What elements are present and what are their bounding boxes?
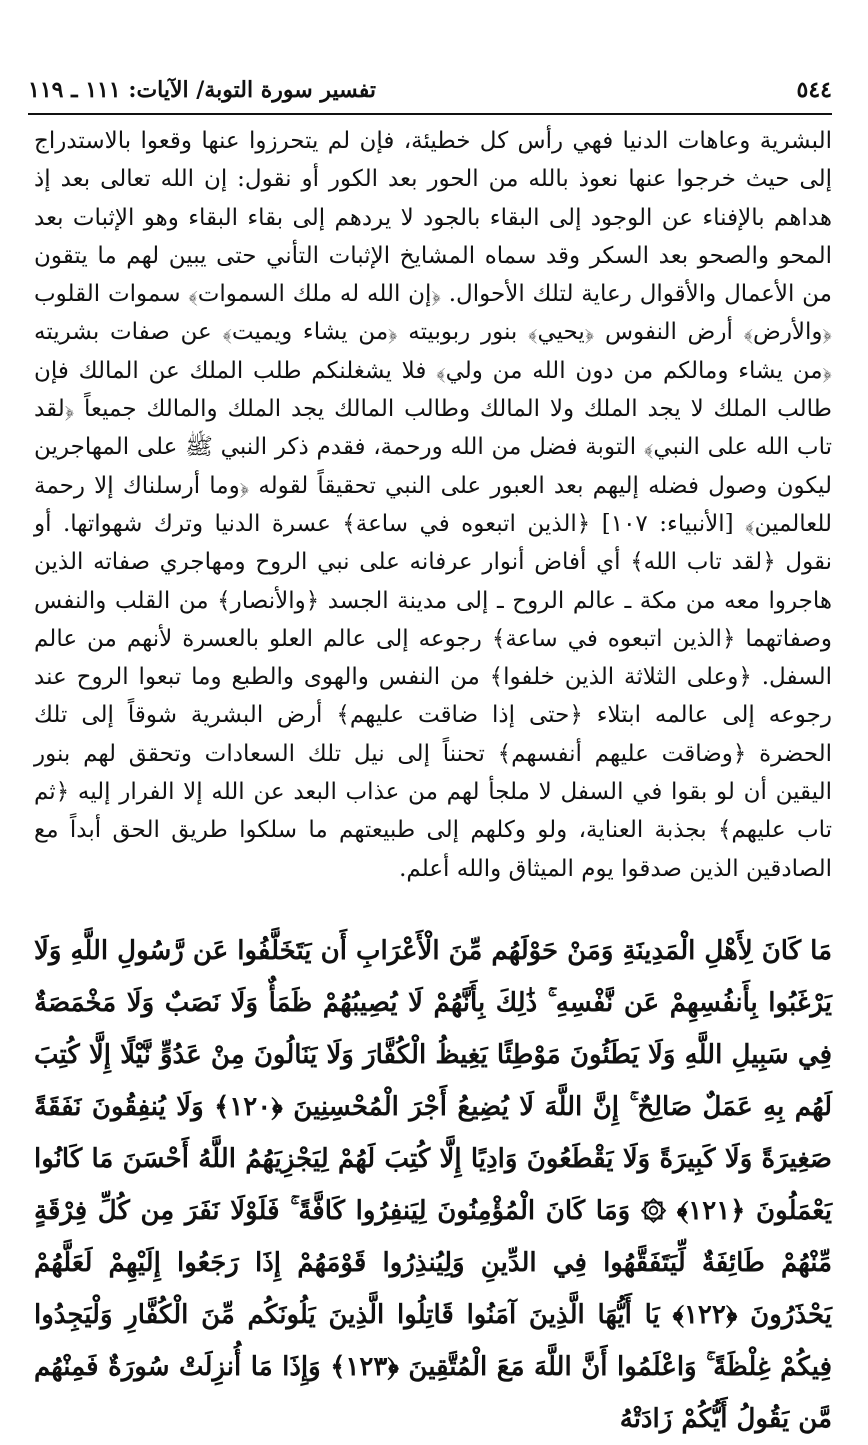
header-rule <box>28 113 832 115</box>
page-header <box>28 70 832 110</box>
commentary-text-block <box>34 122 832 888</box>
page-number: ٥٤٤ <box>796 77 832 103</box>
quran-verses-block <box>34 925 832 1445</box>
quran-verses-text: مَا كَانَ لِأَهْلِ الْمَدِينَةِ وَمَنْ حَوْلَهُم مِّنَ الْأَعْرَابِ أَن يَتَخَلَّفُوا عَن رَّسُولِ اللَّهِ وَلَا يَرْغَبُوا بِأَنفُسِهِمْ عَن نَّفْسِهِ ۚ ذَٰلِكَ بِأَنَّهُمْ لَا يُصِيبُهُمْ ظَمَأٌ وَلَا نَصَبٌ وَلَا مَخْمَصَةٌ فِي سَبِيلِ اللَّهِ وَلَا يَطَئُونَ مَوْطِئًا يَغِيظُ الْكُفَّارَ وَلَا يَنَالُونَ مِنْ عَدُوٍّ نَّيْلًا إِلَّا كُتِبَ لَهُم بِهِ عَمَلٌ صَالِحٌ ۚ إِنَّ اللَّهَ لَا يُضِيعُ أَجْرَ الْمُحْسِنِينَ ﴿١٢٠﴾ وَلَا يُنفِقُونَ نَفَقَةً صَغِيرَةً وَلَا كَبِيرَةً وَلَا يَقْطَعُونَ وَادِيًا إِلَّا كُتِبَ لَهُمْ لِيَجْزِيَهُمُ اللَّهُ أَحْسَنَ مَا كَانُوا يَعْمَلُونَ ﴿١٢١﴾ ۞ وَمَا كَانَ الْمُؤْمِنُونَ لِيَنفِرُوا كَافَّةً ۚ فَلَوْلَا نَفَرَ مِن كُلِّ فِرْقَةٍ مِّنْهُمْ طَائِفَةٌ لِّيَتَفَقَّهُوا فِي الدِّينِ وَلِيُنذِرُوا قَوْمَهُمْ إِذَا رَجَعُوا إِلَيْهِمْ لَعَلَّهُمْ يَحْذَرُونَ ﴿١٢٢﴾ يَا أَيُّهَا الَّذِينَ آمَنُوا قَاتِلُوا الَّذِينَ يَلُونَكُم مِّنَ الْكُفَّارِ وَلْيَجِدُوا فِيكُمْ غِلْظَةً ۚ وَاعْلَمُوا أَنَّ اللَّهَ مَعَ الْمُتَّقِينَ ﴿١٢٣﴾ وَإِذَا مَا أُنزِلَتْ سُورَةٌ فَمِنْهُم مَّن يَقُولُ أَيُّكُمْ زَادَتْهُ <box>34 936 833 1434</box>
commentary-paragraph: البشرية وعاهات الدنيا فهي رأس كل خطيئة، فإن لم يتحرزوا عنها وقعوا بالاستدراج إلى حيث خرجوا عنها نعوذ بالله من الحور بعد الكور أو نقول: إن الله تعالى بعد إذ هداهم بالإفناء عن الوجود إلى البقاء بالجود لا يردهم إلى بقاء البقاء وهو الإثبات بعد المحو والصحو بعد السكر وقد سماه المشايخ الإثبات التأني حتى يبين لهم ما يتقون من الأعمال والأقوال رعاية لتلك الأحوال. ﴿إن الله له ملك السموات﴾ سموات القلوب ﴿والأرض﴾ أرض النفوس ﴿يحيي﴾ بنور ربوبيته ﴿من يشاء ويميت﴾ عن صفات بشريته ﴿من يشاء ومالكم من دون الله من ولي﴾ فلا يشغلنكم طلب الملك عن المالك فإن طالب الملك لا يجد الملك ولا المالك وطالب المالك يجد الملك والمالك جميعاً ﴿لقد تاب الله على النبي﴾ التوبة فضل من الله ورحمة، فقدم ذكر النبي ﷺ على المهاجرين ليكون وصول فضله إليهم بعد العبور على النبي تحقيقاً لقوله ﴿وما أرسلناك إلا رحمة للعالمين﴾ [الأنبياء: ١٠٧] ﴿الذين اتبعوه في ساعة﴾ عسرة الدنيا وترك شهواتها. أو نقول ﴿لقد تاب الله﴾ أي أفاض أنوار عرفانه على نبي الروح ومهاجري صفاته الذين هاجروا معه من مكة ـ عالم الروح ـ إلى مدينة الجسد ﴿والأنصار﴾ من القلب والنفس وصفاتهما ﴿الذين اتبعوه في ساعة﴾ رجوعه إلى عالم العلو بالعسرة لأنهم من عالم السفل. ﴿وعلى الثلاثة الذين خلفوا﴾ من النفس والهوى والطبع وما تبعوا الروح عند رجوعه إلى عالمه ابتلاء ﴿حتى إذا ضاقت عليهم﴾ أرض البشرية شوقاً إلى تلك الحضرة ﴿وضاقت عليهم أنفسهم﴾ تحنناً إلى نيل تلك السعادات وتحقق لهم بنور اليقين أن لو بقوا في السفل لا ملجأ لهم من عذاب البعد عن الله إلا الفرار إليه ﴿ثم تاب عليهم﴾ بجذبة العناية، ولو وكلهم إلى طبيعتهم ما سلكوا طريق الحق أبداً مع الصادقين الذين صدقوا يوم الميثاق والله أعلم. <box>34 128 832 882</box>
running-title: تفسير سورة التوبة/ الآيات: ١١١ ـ ١١٩ <box>28 77 377 103</box>
